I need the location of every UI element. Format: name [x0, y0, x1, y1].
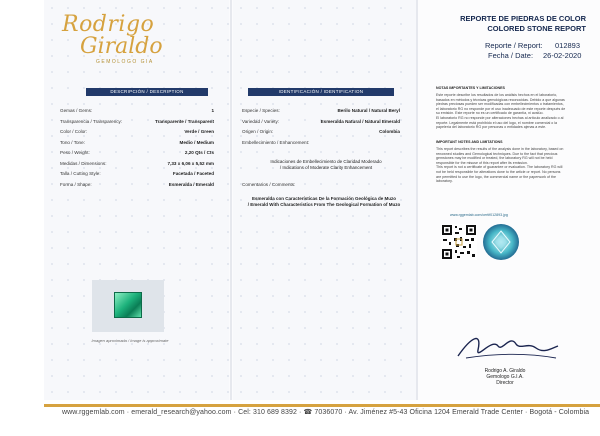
description-label: Peso / Weight: [60, 150, 90, 155]
note-en-line: renowned studies and Gemological techniques. Due to the fact that precious [436, 151, 558, 156]
description-value: Esmeralda / Emerald [168, 181, 214, 187]
note-es-line: reporte. Legalmente está prohibido el uso del logo, el nombre comercial o la [436, 120, 558, 125]
notes-en-title: IMPORTANT NOTES AND LIMITATIONS [436, 140, 503, 144]
description-value: Medio / Medium [179, 139, 214, 145]
fold-line [230, 0, 232, 400]
description-label: Talla / Cutting Style: [60, 171, 101, 176]
footer-contact: www.rggemlab.com · emerald_research@yahoo.com · Cel: 310 689 8392 · ☎ 7036070 · Av. Jiménez #5-43 Oficina 1204 Emerald Trade Center · Bogotá - Colombia [62, 409, 590, 416]
footer-divider [44, 404, 600, 407]
verify-url[interactable]: www.rggemlab.com/certif012893.jpg [450, 213, 508, 217]
description-label: Gemas / Gems: [60, 108, 93, 113]
identification-label: Origen / Origin: [242, 129, 274, 134]
enhancement-line1: Indicaciones de Embellecimiento de Claridad Moderado [270, 159, 382, 164]
note-es-line: su emisión. Este reporte no es un certificado de garantía, ni avalúo. [436, 111, 544, 116]
comments-line2: / Emerald With Characteristics From The Geological Formation of Muzo [247, 202, 401, 207]
qr-code[interactable] [441, 224, 477, 260]
description-value: 2,20 Qts / Cts [184, 150, 214, 155]
date-label: Fecha / Date: [488, 51, 534, 60]
description-label: Color / Color: [60, 129, 88, 134]
logo-line2: Giraldo [80, 34, 163, 59]
emerald-image [114, 292, 142, 318]
note-en-line: are permitted to use the logo, the commercial name or the paperwork of the [436, 174, 557, 179]
description-value: Transparente / Transparent [155, 118, 214, 124]
comments-line1: Esmeralda con Características De la Formación Geológica de Muzo [251, 196, 397, 201]
note-es-line: El laboratorio RG no responde por alteraciones hechas al artículo analizado o al [436, 116, 564, 120]
description-value: Verde / Green [184, 129, 214, 134]
note-en-line: gemstones may be modified or treated, the laboratory RG will not be held [436, 156, 553, 161]
note-en-line: This report is not a certificate of guarantee or evaluation. The laboratory RG will [436, 165, 563, 170]
image-caption: Imagen aproximada / Image is approximate [91, 338, 169, 343]
identification-value: Esmeralda Natural / Natural Emerald [320, 118, 400, 124]
note-es-line: papelería del laboratorio RG por personas o entidades ajenas a este. [436, 125, 547, 130]
logo-subtitle: GEMOLOGO GIA [96, 59, 154, 65]
identification-value: Berilo Natural / Natural Beryl [337, 108, 400, 113]
description-value: Facetada / Faceted [172, 171, 214, 176]
logo-line1: Rodrigo [62, 12, 155, 37]
identification-label: Especie / Species: [242, 108, 280, 113]
description-header: DESCRIPCIÓN / DESCRIPTION [86, 88, 208, 96]
report-title-es: REPORTE DE PIEDRAS DE COLOR [460, 14, 586, 23]
note-es-line: Este reporte describe los resultados de los análisis hechos en el laboratorio, [436, 93, 558, 97]
description-label: Transparencia / Transparency: [60, 118, 123, 124]
signer-role: Director [496, 380, 514, 386]
note-es-line: piedras preciosas pueden ser modificadas con embellecimientos o tratamientos, [436, 102, 564, 107]
note-en-line: responsible for the misuse of this report after its emission. [436, 160, 528, 165]
note-es-line: el laboratorio RG no responde por el uso inadecuado de este reporte después de [436, 106, 566, 111]
signature-icon [452, 328, 562, 368]
report-title-en: COLORED STONE REPORT [487, 24, 586, 33]
note-en-line: laboratory. [436, 179, 453, 184]
signer-name: Rodrigo A. Giraldo [484, 368, 526, 374]
description-label: Medidas / Dimensions: [60, 160, 107, 166]
comments-label: Comentarios / Comments: [242, 182, 296, 187]
report-date: 26-02-2020 [543, 51, 582, 60]
description-value: 7,33 x 6,06 x 5,52 mm [167, 160, 214, 166]
identification-label: Embellecimiento / Enhancement: [242, 139, 310, 145]
fold-line [416, 0, 418, 400]
identification-label: Variedad / Variety: [242, 118, 280, 124]
enhancement-line2: / Indications of Moderate Clarity Enhancement [279, 165, 373, 170]
note-en-line: This report describes the results of the analysis done in the laboratory, based on [436, 147, 564, 151]
report-number-label: Reporte / Report: [485, 41, 543, 50]
description-value: 1 [211, 108, 214, 113]
note-es-line: basados en métodos y técnicas gemológicas reconocidas. Debido a que algunas [436, 97, 565, 102]
report-number: 012893 [555, 41, 581, 50]
description-label: Tono / Tone: [60, 139, 85, 145]
hologram-seal-icon [483, 224, 519, 260]
identification-header: IDENTIFICACIÓN / IDENTIFICATION [248, 88, 394, 96]
description-label: Forma / Shape: [60, 181, 92, 187]
signer-title: Gemologo G.I.A. [486, 374, 524, 380]
identification-value: Colombia [379, 129, 400, 134]
notes-es-title: NOTAS IMPORTANTES Y LIMITACIONES [436, 86, 505, 90]
note-en-line: not be held responsible for alterations done to the article or report. No persons [436, 170, 561, 174]
